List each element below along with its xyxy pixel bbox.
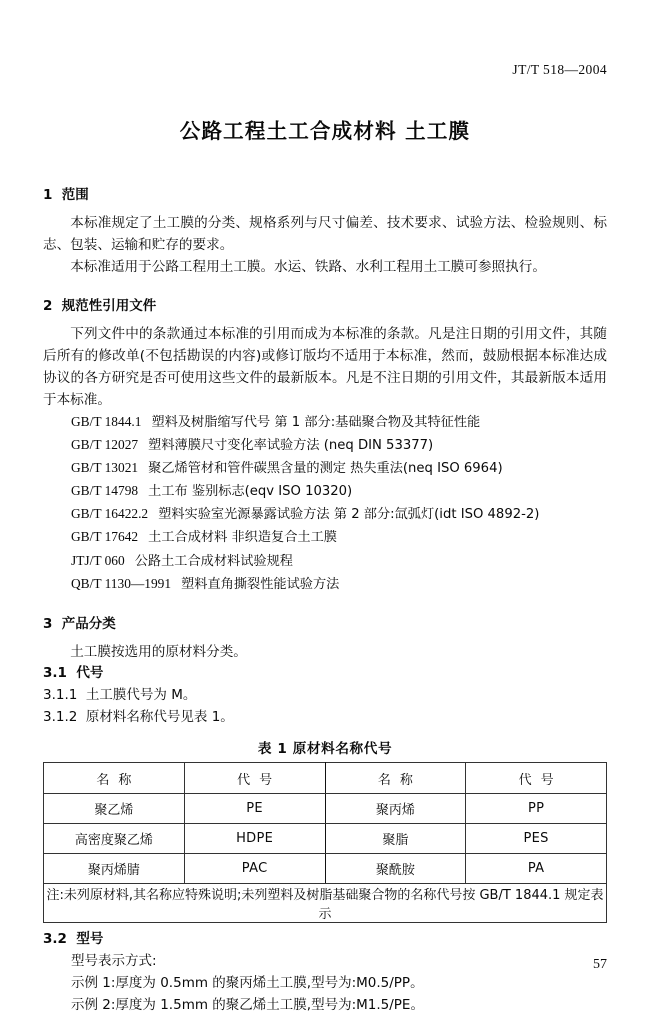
material-code: PP xyxy=(466,794,607,824)
column-header-code-1: 代号 xyxy=(184,763,325,794)
page-number: 57 xyxy=(593,957,607,972)
section-3-2-heading: 3.2 型号 xyxy=(43,931,104,948)
reference-item xyxy=(71,480,607,503)
material-name: 聚脂 xyxy=(325,824,466,854)
reference-code: GB/T 13021 xyxy=(71,459,139,475)
material-code: PES xyxy=(466,824,607,854)
section-3-1-1-text: 3.1.1 土工膜代号为 M。 xyxy=(43,686,197,703)
spacer xyxy=(43,596,607,614)
reference-title: 土工布 鉴别标志(eqv ISO 10320) xyxy=(148,484,353,500)
reference-title: 聚乙烯管材和管件碳黑含量的测定 热失重法(neq ISO 6964) xyxy=(148,460,503,476)
reference-item xyxy=(71,573,607,596)
section-3-paragraph-1: 土工膜按选用的原材料分类。 xyxy=(70,643,247,660)
table-header-row xyxy=(44,763,607,794)
material-code: PA xyxy=(466,854,607,884)
reference-title: 公路土工合成材料试验规程 xyxy=(134,553,293,569)
section-2-heading: 2 规范性引用文件 xyxy=(43,297,157,314)
section-3-1-heading: 3.1 代号 xyxy=(43,664,104,681)
column-header-name-1: 名称 xyxy=(44,763,185,794)
reference-code: JTJ/T 060 xyxy=(71,552,125,568)
material-name: 聚酰胺 xyxy=(325,854,466,884)
column-header-name-2: 名称 xyxy=(325,763,466,794)
reference-item xyxy=(71,503,607,526)
material-code: PAC xyxy=(184,854,325,884)
reference-code: GB/T 17642 xyxy=(71,529,139,545)
reference-title: 土工合成材料 非织造复合土工膜 xyxy=(148,530,337,546)
normative-reference-list xyxy=(43,411,607,596)
material-name: 高密度聚乙烯 xyxy=(44,824,185,854)
table-row xyxy=(44,824,607,854)
table-note-row xyxy=(44,884,607,923)
reference-code: QB/T 1130—1991 xyxy=(71,575,172,591)
section-3-2-intro: 型号表示方式: xyxy=(71,953,157,970)
section-3-1-2-text: 3.1.2 原材料名称代号见表 1。 xyxy=(43,708,234,725)
document-title: 公路工程土工合成材料 土工膜 xyxy=(179,119,471,143)
column-header-code-2: 代号 xyxy=(466,763,607,794)
reference-code: GB/T 12027 xyxy=(71,436,139,452)
reference-item xyxy=(71,550,607,573)
section-1-paragraph-2: 本标准适用于公路工程用土工膜。水运、铁路、水利工程用土工膜可参照执行。 xyxy=(70,258,546,275)
material-name: 聚乙烯 xyxy=(44,794,185,824)
reference-item xyxy=(71,411,607,434)
table-row xyxy=(44,794,607,824)
reference-item xyxy=(71,526,607,549)
reference-title: 塑料实验室光源暴露试验方法 第 2 部分:氙弧灯(idt ISO 4892-2) xyxy=(158,507,540,523)
section-2-paragraph-1: 下列文件中的条款通过本标准的引用而成为本标准的条款。凡是注日期的引用文件，其随后所有的修改单(不包括勘误的内容)或修订版均不适用于本标准，然而，鼓励根据本标准达成协议的各方研究是否可使用这些文件的最新版本。凡是不注日期的引用文件，其最新版本适用于本标准。 xyxy=(43,325,607,408)
reference-item xyxy=(71,457,607,480)
reference-title: 塑料薄膜尺寸变化率试验方法 (neq DIN 53377) xyxy=(148,437,434,453)
material-code: PE xyxy=(184,794,325,824)
material-code: HDPE xyxy=(184,824,325,854)
section-1-paragraph-1: 本标准规定了土工膜的分类、规格系列与尺寸偏差、技术要求、试验方法、检验规则、标志、包装、运输和贮存的要求。 xyxy=(43,214,607,253)
material-name: 聚丙烯腈 xyxy=(44,854,185,884)
reference-code: GB/T 14798 xyxy=(71,483,139,499)
reference-title: 塑料及树脂缩写代号 第 1 部分:基础聚合物及其特征性能 xyxy=(151,414,481,430)
reference-item xyxy=(71,434,607,457)
reference-title: 塑料直角撕裂性能试验方法 xyxy=(181,576,340,592)
spacer xyxy=(43,145,607,185)
reference-code: GB/T 1844.1 xyxy=(71,413,142,429)
spacer xyxy=(43,278,607,296)
reference-code: GB/T 16422.2 xyxy=(71,506,149,522)
table-1-caption: 表 1 原材料名称代号 xyxy=(257,741,393,758)
section-3-heading: 3 产品分类 xyxy=(43,615,116,632)
section-1-heading: 1 范围 xyxy=(43,186,89,203)
table-1-material-code xyxy=(43,762,607,923)
table-1-note: 注:未列原材料,其名称应特殊说明;未列塑料及树脂基础聚合物的名称代号按 GB/T 1844.1 规定表示 xyxy=(44,884,607,923)
material-name: 聚丙烯 xyxy=(325,794,466,824)
running-header-standard-code: JT/T 518—2004 xyxy=(512,62,607,77)
section-3-2-example-1: 示例 1:厚度为 0.5mm 的聚丙烯土工膜,型号为:M0.5/PP。 xyxy=(71,975,424,992)
section-3-2-example-2: 示例 2:厚度为 1.5mm 的聚乙烯土工膜,型号为:M1.5/PE。 xyxy=(71,997,424,1014)
table-row xyxy=(44,854,607,884)
